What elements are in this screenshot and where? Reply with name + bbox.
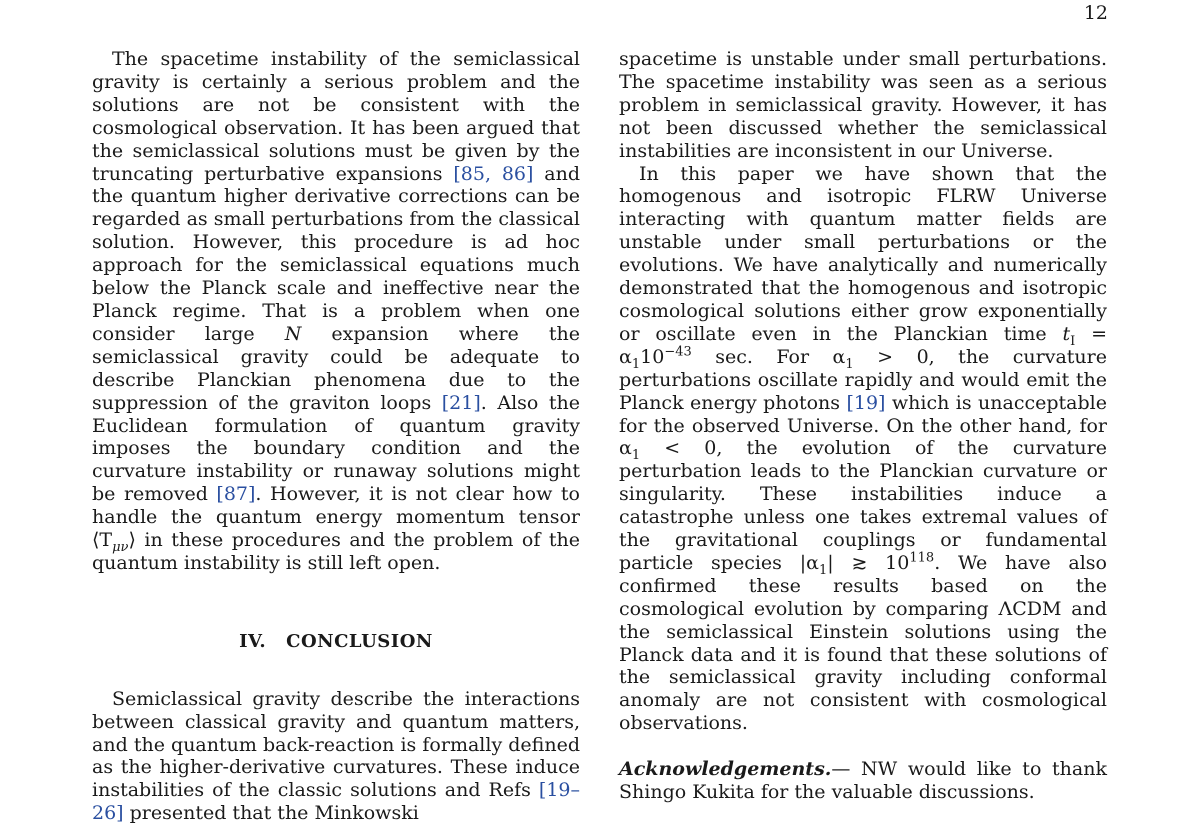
acknowledgements-text: — NW would like to thank Shingo Kukita for the valuable discussions.	[619, 758, 1107, 804]
section-number: IV.	[239, 630, 267, 652]
citation-link[interactable]: [87]	[216, 483, 256, 506]
page-number: 12	[1083, 2, 1108, 24]
citation-link[interactable]: [85, 86]	[453, 162, 534, 185]
section-title: CONCLUSION	[286, 630, 433, 652]
paragraph-conclusion: Semiclassical gravity describe the interactions between classical gravity and quantum matters, and the quantum back-reaction is formally defined as the higher-derivative curvatures. These induce instabilities of the classic solutions and Refs [19–26] presented that the Minkowski	[92, 687, 580, 825]
paragraph-continuation: spacetime is unstable under small perturbations. The spacetime instability was seen as a serious problem in semiclassical gravity. However, it has not been discussed whether the semiclassical instabilities are inconsistent in our Universe.	[619, 48, 1107, 162]
left-column	[92, 48, 580, 825]
citation-link[interactable]: [19]	[846, 391, 886, 414]
acknowledgements-title: Acknowledgements.	[619, 758, 832, 781]
paragraph-instability: The spacetime instability of the semiclassical gravity is certainly a serious problem and the solutions are not be consistent with the cosmological observation. It has been argued that the semiclassical solutions must be given by the truncating perturbative expansions [85, 86] and the quantum higher derivative corrections can be regarded as small perturbations from the classical solution. However, this procedure is ad hoc approach for the semiclassical equations much below the Planck scale and ineffective near the Planck regime. That is a problem when one consider large N expansion where the semiclassical gravity could be adequate to describe Planckian phenomena due to the suppression of the graviton loops [21]. Also the Euclidean formulation of quantum gravity imposes the boundary condition and the curvature instability or runaway solutions might be removed [87]. However, it is not clear how to handle the quantum energy momentum tensor $⟨T_{\mu\nu}⟩$ in these procedures and the problem of the quantum instability is still left open.	[92, 48, 580, 574]
citation-link[interactable]: [19–26]	[92, 779, 580, 825]
section-heading	[92, 631, 580, 654]
paragraph-summary: In this paper we have shown that the homogenous and isotropic FLRW Universe interacting with quantum matter fields are unstable under small perturbations or the evolutions. We have analytically and numerically demonstrated that the homogenous and isotropic cosmological solutions either grow exponentially or oscillate even in the Planckian time $t_I = \alpha_110^{-43}$ sec. For $\alpha_1 > 0$, the curvature perturbations oscillate rapidly and would emit the Planck energy photons [19] which is unacceptable for the observed Universe. On the other hand, for $\alpha_1 < 0$, the evolution of the curvature perturbation leads to the Planckian curvature or singularity. These instabilities induce a catastrophe unless one takes extremal values of the gravitational couplings or fundamental particle species $|\alpha_1|$ ≳ $10^{118}$. We have also confirmed these results based on the cosmological evolution by comparing ΛCDM and the semiclassical Einstein solutions using the Planck data and it is found that these solutions of the semiclassical gravity including conformal anomaly are not consistent with cosmological observations.	[619, 162, 1108, 735]
right-column	[619, 48, 1107, 804]
citation-link[interactable]: [21]	[441, 391, 481, 414]
acknowledgements	[619, 758, 1107, 804]
